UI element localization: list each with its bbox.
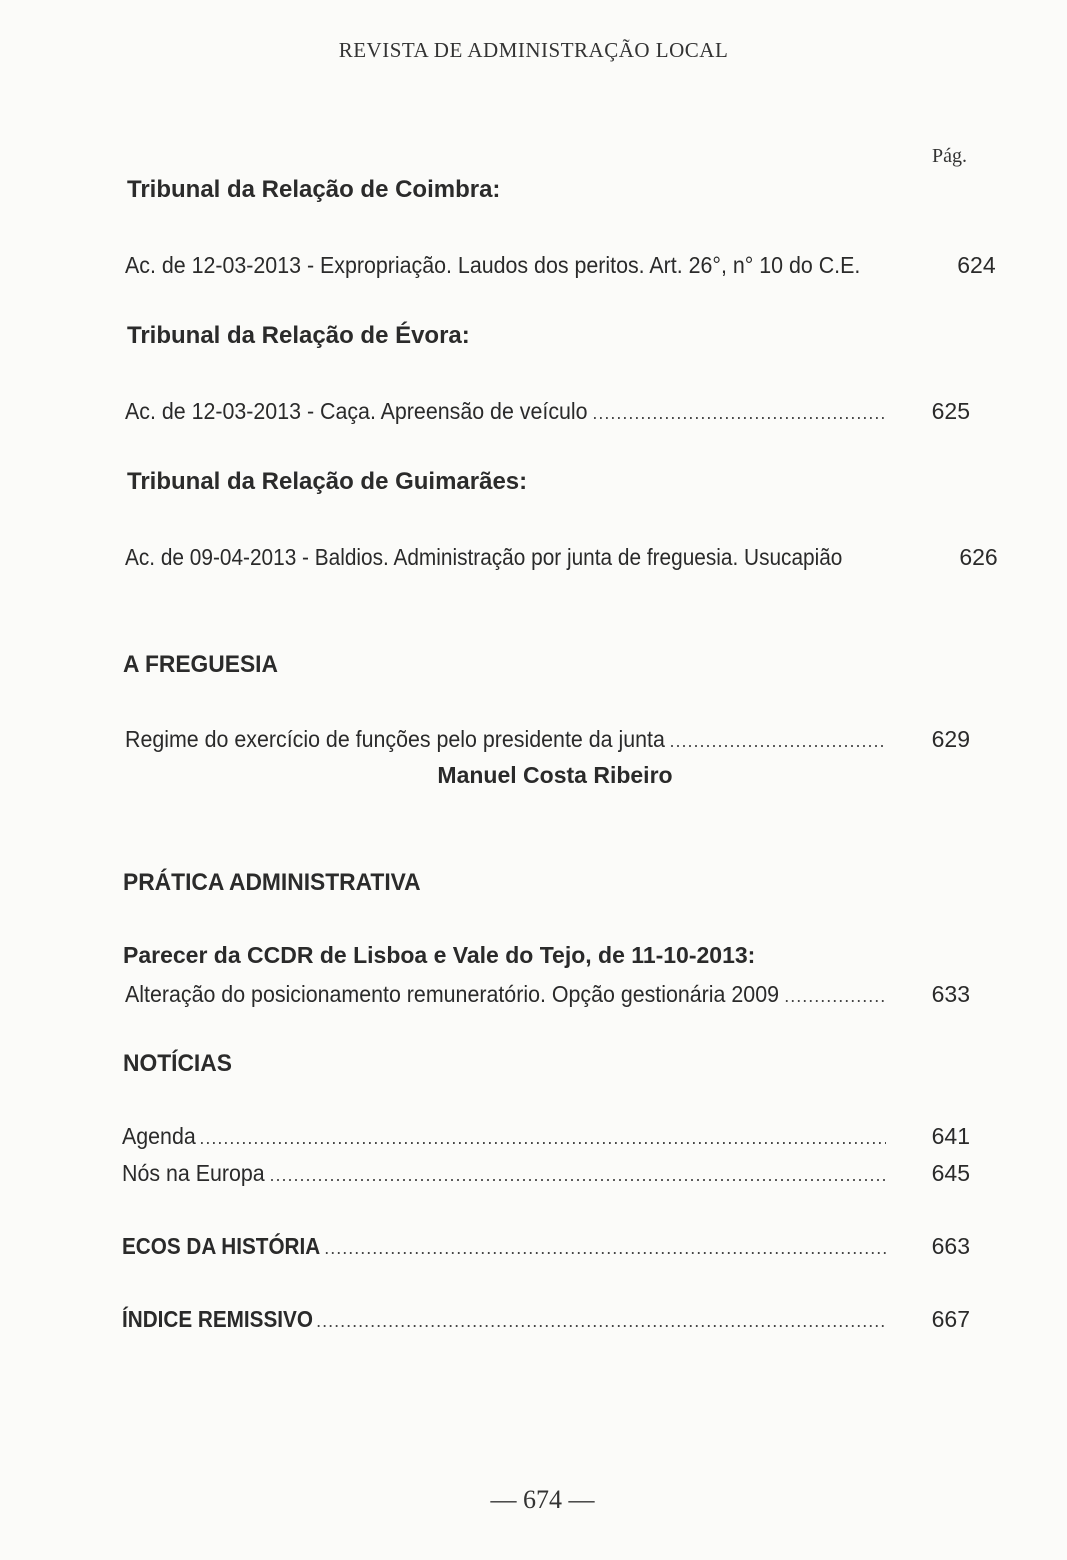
running-head: REVISTA DE ADMINISTRAÇÃO LOCAL [338,38,729,62]
entry-text: Ac. de 12-03-2013 - Caça. Apreensão de veículo [125,398,588,424]
page-number: 626 [959,544,998,570]
page-number: 645 [931,1160,970,1186]
toc-entry [122,1160,970,1192]
toc-entry [122,1123,970,1155]
dot-leader [669,731,886,752]
toc-entry [125,726,970,758]
entry-text: Ac. de 12-03-2013 - Expropriação. Laudos dos peritos. Art. 26°, n° 10 do C.E. [125,252,861,278]
dot-leader [784,986,886,1007]
dot-leader [199,1128,886,1149]
dot-leader [324,1238,886,1259]
toc-entry [125,544,998,576]
entry-text: Regime do exercício de funções pelo presidente da junta [125,726,665,752]
page-number: 629 [931,726,970,752]
page-number: 667 [931,1306,970,1332]
author-name: Manuel Costa Ribeiro [437,762,673,788]
page-number: 663 [931,1233,970,1259]
section-heading-freguesia: A FREGUESIA [123,651,278,678]
court-heading-evora: Tribunal da Relação de Évora: [127,322,470,349]
toc-entry [122,1233,970,1265]
toc-entry [122,1306,970,1338]
entry-text: ECOS DA HISTÓRIA [122,1233,321,1259]
section-heading-pratica: PRÁTICA ADMINISTRATIVA [123,869,421,896]
dot-leader [269,1165,886,1186]
pag-label: Pág. [932,145,967,167]
section-heading-noticias: NOTÍCIAS [123,1050,232,1077]
toc-entry [125,398,970,430]
court-heading-guimaraes: Tribunal da Relação de Guimarães: [127,468,528,495]
toc-entry [125,981,970,1013]
page-number: 633 [931,981,970,1007]
dot-leader [592,403,886,424]
entry-text: Nós na Europa [122,1160,265,1186]
toc-entry [125,252,996,284]
dot-leader [316,1311,886,1332]
page-number: 625 [931,398,970,424]
entry-text: Alteração do posicionamento remuneratório. Opção gestionária 2009 [125,981,779,1007]
page-folio: — 674 — [490,1485,595,1514]
entry-text: Agenda [122,1123,196,1149]
page-number: 624 [957,252,996,278]
page-number: 641 [931,1123,970,1149]
entry-text: Ac. de 09-04-2013 - Baldios. Administração por junta de freguesia. Usucapião [125,544,843,570]
subheading-parecer: Parecer da CCDR de Lisboa e Vale do Tejo, de 11-10-2013: [123,942,756,968]
entry-text: ÍNDICE REMISSIVO [122,1306,313,1332]
court-heading-coimbra: Tribunal da Relação de Coimbra: [127,176,501,203]
